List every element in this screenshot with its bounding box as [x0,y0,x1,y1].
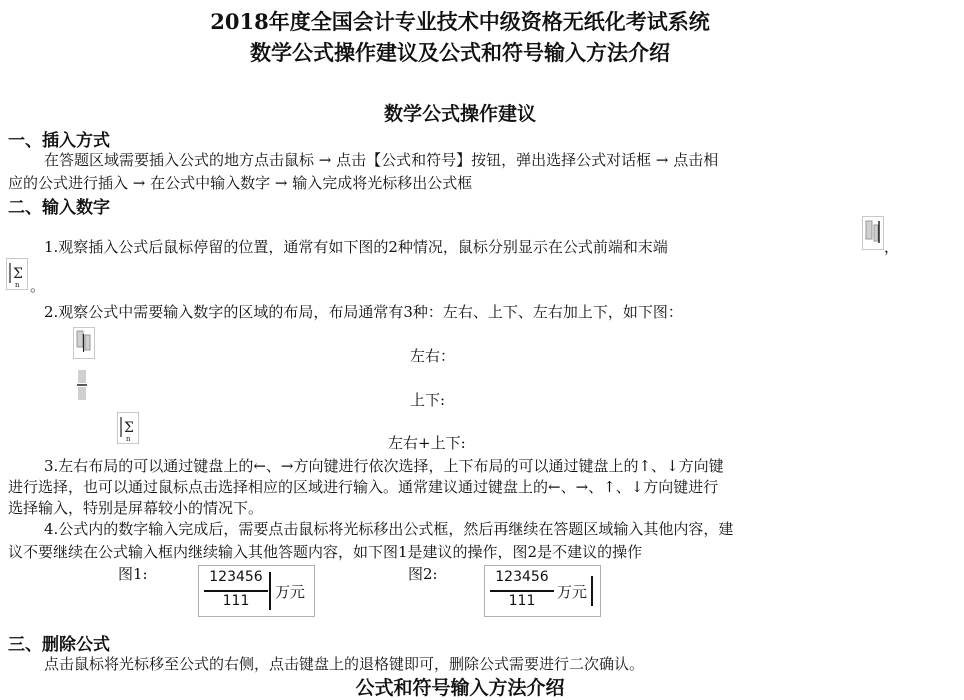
svg-text:n: n [15,281,20,289]
summation-icon [6,258,28,290]
item4-line2: 议不要继续在公式输入框内继续输入其他答题内容，如下图1是建议的操作，图2是不建议的操作 [8,543,643,561]
insert-text-line1: 在答题区域需要插入公式的地方点击鼠标 → 点击【公式和符号】按钮，弹出选择公式对话框 → 点击相 [44,151,719,169]
heading-delete: 三、删除公式 [8,635,110,655]
heading-insert: 一、插入方式 [8,131,110,151]
item3-line2: 进行选择，也可以通过鼠标点击选择相应的区域进行输入。通常建议通过键盘上的←、→、↑、↓方向键进行 [8,478,719,496]
figure2-unit: 万元 [557,583,588,601]
figure2-label: 图2: [408,565,438,583]
footer-title: 公式和符号输入方法介绍 [355,677,565,699]
figure1-formula-box [198,565,315,617]
layout-both-label: 左右+上下: [388,434,466,452]
figure1-label: 图1: [118,565,148,583]
figure1-text-cursor [269,572,271,610]
insert-text-line2: 应的公式进行插入 → 在公式中输入数字 → 输入完成将光标移出公式框 [8,174,473,192]
figure1-numerator: 123456 [209,569,263,585]
figure2-fraction-bar [490,590,554,592]
layout-left-right-icon [73,327,95,359]
svg-text:Σ: Σ [13,266,23,282]
layout-left-right-up-down-icon [117,412,139,444]
figure2-denominator: 111 [508,593,536,609]
delete-text: 点击鼠标将光标移至公式的右侧，点击键盘上的退格键即可，删除公式需要进行二次确认。 [44,655,645,673]
section-title: 数学公式操作建议 [383,103,536,125]
item3-line1: 3.左右布局的可以通过键盘上的←、→方向键进行依次选择，上下布局的可以通过键盘上的↑、↓方向键 [44,457,724,475]
item1-period: 。 [30,277,46,295]
item3-line3: 选择输入，特别是屏幕较小的情况下。 [8,499,264,517]
figure2-formula-box [484,565,601,617]
figure1-denominator: 111 [222,593,250,609]
figure2-text-cursor [591,576,593,606]
heading-input-numbers: 二、输入数字 [8,198,110,218]
svg-text:n: n [126,435,131,443]
figure1-fraction-bar [204,590,268,592]
layout-lr-label: 左右： [410,347,456,365]
item1-comma: ， [884,238,900,256]
item2-text: 2.观察公式中需要输入数字的区域的布局，布局通常有3种：左右、上下、左右加上下，如下图： [44,303,683,321]
svg-text:Σ: Σ [124,420,134,436]
layout-ud-label: 上下: [410,391,446,409]
figure1-unit: 万元 [275,583,306,601]
document-title-line2: 数学公式操作建议及公式和符号输入方法介绍 [250,40,670,65]
formula-cursor-end-icon [862,216,884,250]
item1-text: 1.观察插入公式后鼠标停留的位置，通常有如下图的2种情况，鼠标分别显示在公式前端和末端 [44,238,668,256]
figure2-numerator: 123456 [495,569,549,585]
layout-up-down-icon [75,369,89,401]
item4-line1: 4.公式内的数字输入完成后，需要点击鼠标将光标移出公式框，然后再继续在答题区域输入其他内容，建 [44,520,734,538]
document-title-line1: 2018年度全国会计专业技术中级资格无纸化考试系统 [210,9,710,34]
